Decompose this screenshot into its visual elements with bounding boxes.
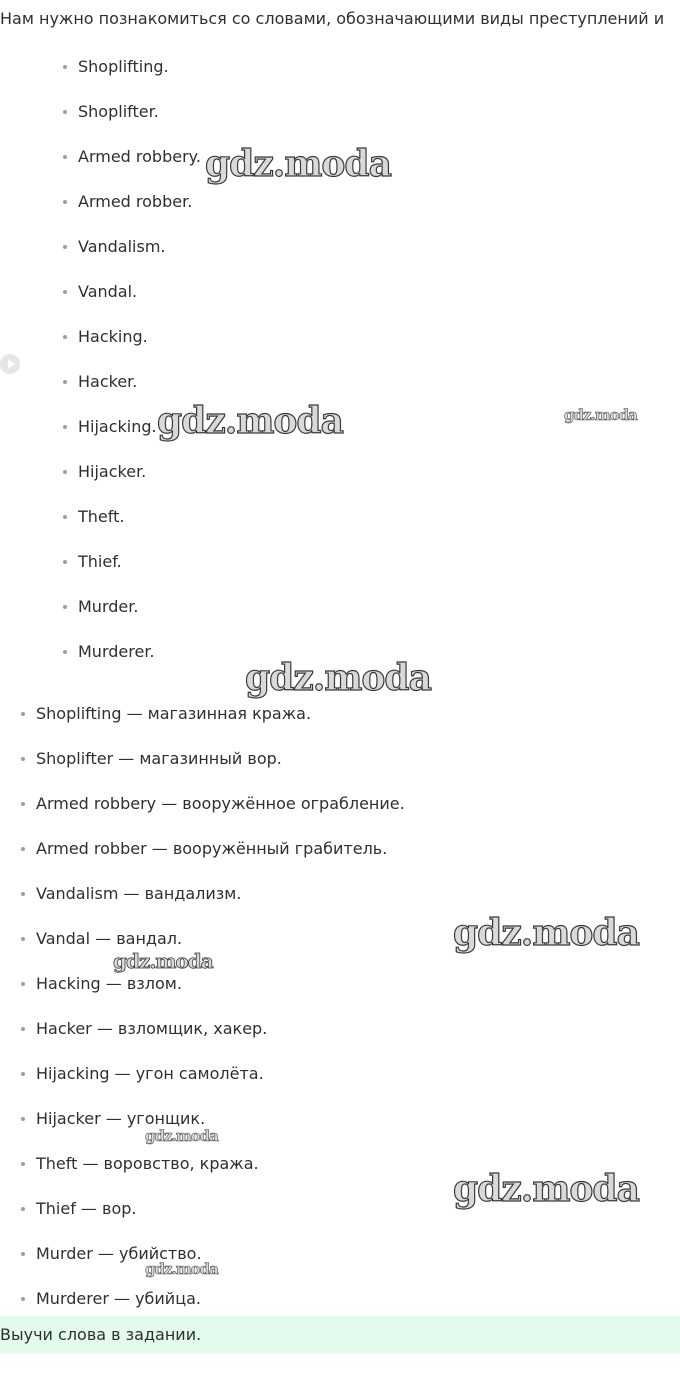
bullet-dot-icon	[63, 65, 67, 69]
bullet-dot-icon	[63, 290, 67, 294]
definition-text: Vandalism — вандализм.	[36, 884, 242, 903]
bullet-dot-icon	[21, 1072, 25, 1076]
list-item	[78, 281, 137, 303]
definition-text: Hijacking — угон самолёта.	[36, 1064, 264, 1083]
term-text: Theft.	[78, 507, 125, 526]
bullet-dot-icon	[21, 1027, 25, 1031]
term-text: Hijacker.	[78, 462, 147, 481]
bullet-dot-icon	[21, 712, 25, 716]
definition-text: Murderer — убийца.	[36, 1289, 201, 1308]
definition-text: Hijacker — угонщик.	[36, 1109, 206, 1128]
list-item	[36, 1198, 136, 1220]
bullet-dot-icon	[63, 335, 67, 339]
list-item	[36, 1063, 264, 1085]
bullet-dot-icon	[63, 200, 67, 204]
bullet-dot-icon	[63, 155, 67, 159]
bullet-dot-icon	[63, 605, 67, 609]
list-item	[78, 461, 146, 483]
bullet-dot-icon	[63, 650, 67, 654]
bullet-dot-icon	[63, 110, 67, 114]
list-item	[78, 371, 137, 393]
list-item	[36, 748, 282, 770]
bullet-dot-icon	[63, 470, 67, 474]
watermark-logo: gdz.moda	[245, 657, 431, 699]
list-item	[78, 416, 157, 438]
definition-text: Thief — вор.	[36, 1199, 137, 1218]
definition-text: Armed robber — вооружённый грабитель.	[36, 839, 388, 858]
definition-text: Murder — убийство.	[36, 1244, 202, 1263]
bullet-dot-icon	[63, 425, 67, 429]
list-item	[78, 326, 148, 348]
watermark-logo: gdz.moda	[453, 912, 639, 954]
definition-text: Theft — воровство, кража.	[36, 1154, 259, 1173]
term-text: Thief.	[78, 552, 122, 571]
bullet-dot-icon	[21, 892, 25, 896]
bullet-dot-icon	[63, 245, 67, 249]
term-text: Armed robbery.	[78, 147, 201, 166]
list-item	[78, 56, 169, 78]
watermark-logo: gdz.moda	[145, 1260, 218, 1278]
play-circle-icon[interactable]	[0, 354, 20, 374]
intro-text: Нам нужно познакомиться со словами, обозначающими виды преступлений и	[0, 9, 665, 28]
bullet-dot-icon	[63, 380, 67, 384]
term-text: Hijacking.	[78, 417, 157, 436]
definition-text: Shoplifter — магазинный вор.	[36, 749, 282, 768]
list-item	[36, 1018, 267, 1040]
definition-text: Shoplifting — магазинная кража.	[36, 704, 312, 723]
list-item	[36, 1153, 259, 1175]
list-item	[78, 101, 159, 123]
watermark-logo: gdz.moda	[145, 1127, 218, 1145]
bullet-dot-icon	[21, 802, 25, 806]
list-item	[36, 973, 182, 995]
list-item	[36, 793, 405, 815]
bullet-dot-icon	[21, 937, 25, 941]
bullet-dot-icon	[21, 1207, 25, 1211]
list-item	[36, 703, 311, 725]
bullet-dot-icon	[21, 1297, 25, 1301]
list-item	[78, 551, 122, 573]
term-text: Vandal.	[78, 282, 138, 301]
list-item	[78, 146, 201, 168]
term-text: Murder.	[78, 597, 139, 616]
definition-text: Hacker — взломщик, хакер.	[36, 1019, 268, 1038]
list-item	[78, 641, 155, 663]
watermark-logo: gdz.moda	[564, 406, 637, 424]
answer-box	[0, 1316, 680, 1353]
bullet-dot-icon	[21, 1117, 25, 1121]
answer-text: Выучи слова в задании.	[0, 1325, 202, 1344]
list-item	[78, 596, 138, 618]
list-item	[78, 236, 166, 258]
term-text: Vandalism.	[78, 237, 166, 256]
bullet-dot-icon	[63, 515, 67, 519]
bullet-dot-icon	[21, 1162, 25, 1166]
bullet-dot-icon	[21, 847, 25, 851]
term-text: Murderer.	[78, 642, 155, 661]
list-item	[36, 928, 182, 950]
bullet-dot-icon	[21, 757, 25, 761]
list-item	[36, 883, 241, 905]
term-text: Armed robber.	[78, 192, 193, 211]
term-text: Hacker.	[78, 372, 138, 391]
list-item	[78, 191, 192, 213]
list-item	[36, 1288, 201, 1310]
term-text: Hacking.	[78, 327, 148, 346]
definition-text: Vandal — вандал.	[36, 929, 183, 948]
watermark-logo: gdz.moda	[157, 400, 343, 442]
list-item	[36, 838, 387, 860]
bullet-dot-icon	[21, 982, 25, 986]
term-text: Shoplifting.	[78, 57, 169, 76]
definition-text: Armed robbery — вооружённое ограбление.	[36, 794, 405, 813]
watermark-logo: gdz.moda	[113, 949, 213, 973]
definition-text: Hacking — взлом.	[36, 974, 182, 993]
bullet-dot-icon	[63, 560, 67, 564]
term-text: Shoplifter.	[78, 102, 159, 121]
list-item	[78, 506, 124, 528]
bullet-dot-icon	[21, 1252, 25, 1256]
watermark-logo: gdz.moda	[453, 1168, 639, 1210]
watermark-logo: gdz.moda	[205, 143, 391, 185]
